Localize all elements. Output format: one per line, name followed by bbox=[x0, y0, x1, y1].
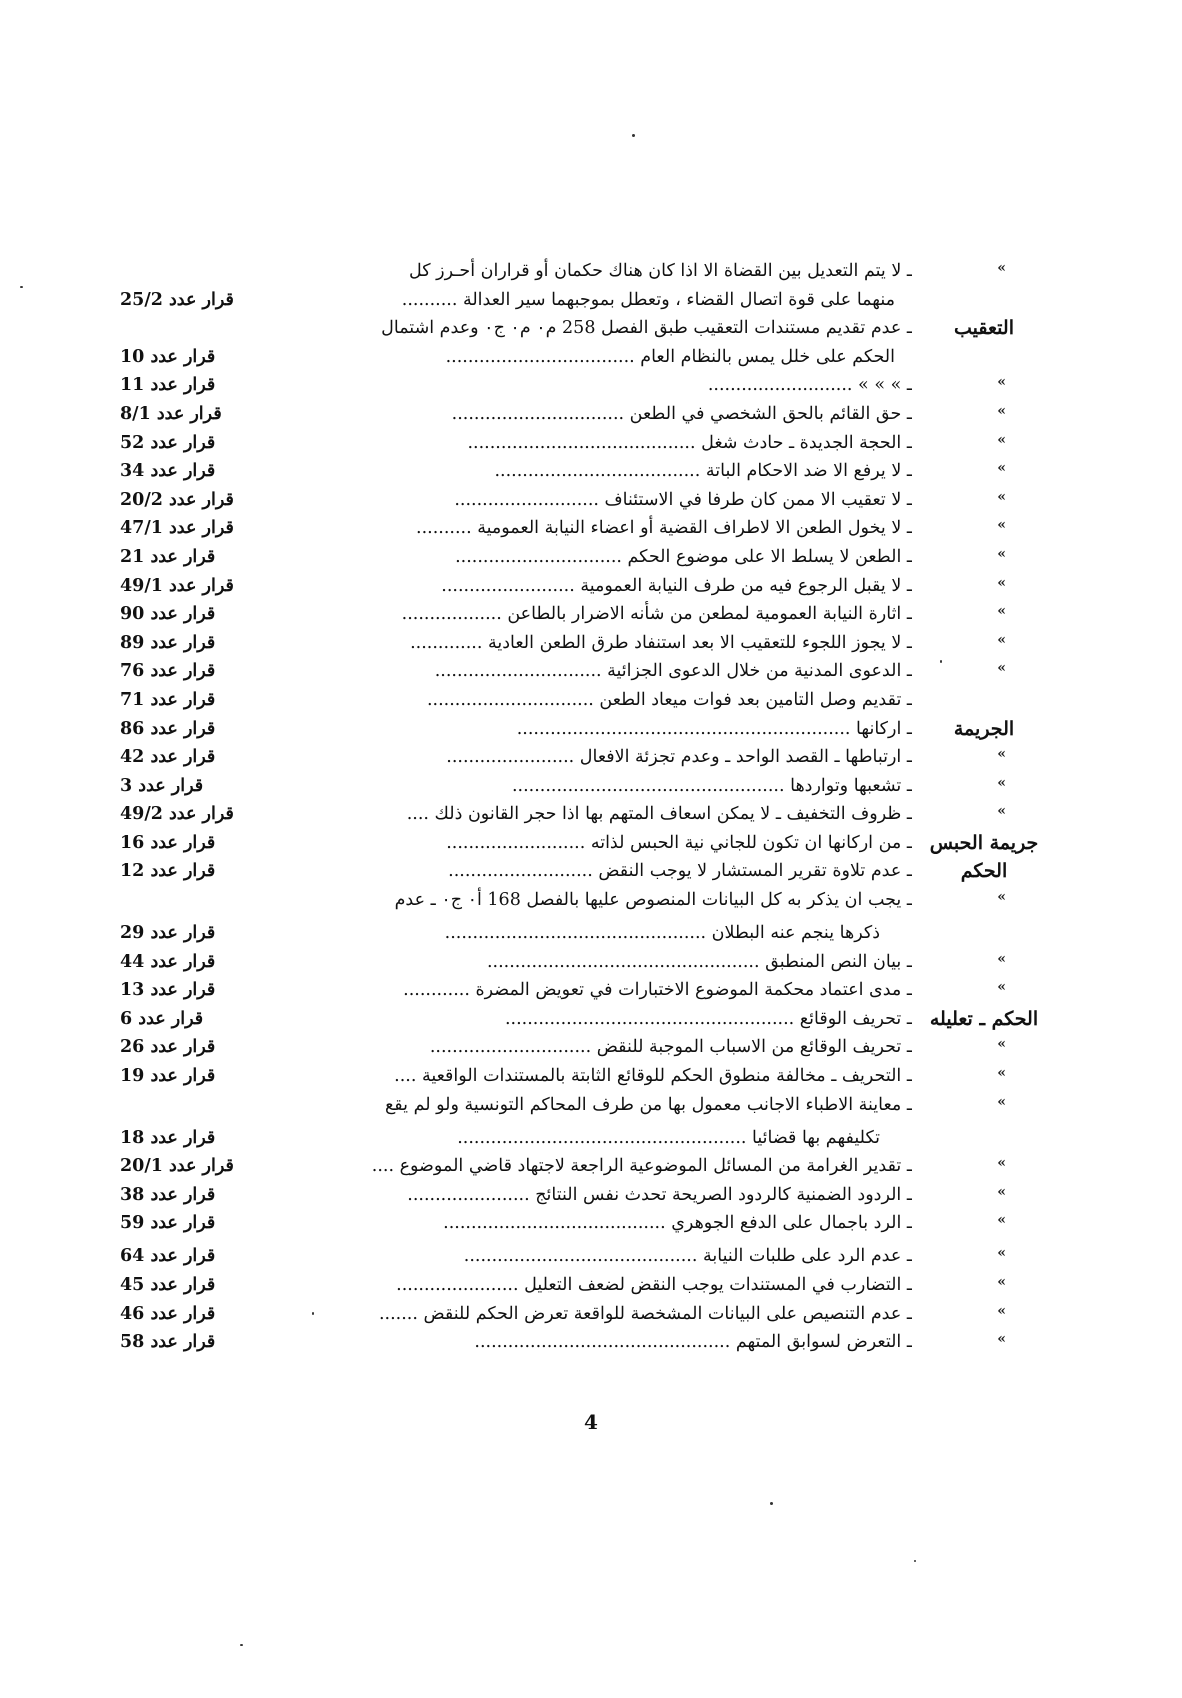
ditto-mark: » bbox=[997, 1212, 1006, 1229]
decision-reference: قرار عدد 34 bbox=[120, 461, 216, 482]
ditto-mark: » bbox=[997, 603, 1006, 620]
entry-heading: جريمة الحبس bbox=[929, 831, 1039, 854]
index-row bbox=[120, 544, 1040, 573]
index-row bbox=[120, 744, 1040, 773]
decision-reference: قرار عدد 52 bbox=[120, 432, 216, 453]
decision-reference: قرار عدد 38 bbox=[120, 1184, 216, 1205]
entry-text: ـ لا يقبل الرجوع فيه من طرف النيابة العمومية ........................ bbox=[441, 575, 912, 596]
entry-heading: الحكم ـ تعليله bbox=[929, 1007, 1039, 1030]
page-number: 4 bbox=[584, 1410, 598, 1434]
ditto-mark: » bbox=[997, 374, 1006, 391]
index-row bbox=[120, 1063, 1040, 1092]
ditto-mark: » bbox=[997, 545, 1006, 562]
index-row bbox=[120, 458, 1040, 487]
ditto-mark: » bbox=[997, 1274, 1006, 1290]
ditto-mark: » bbox=[997, 517, 1006, 534]
index-row bbox=[120, 573, 1040, 602]
entry-text: ـ تحريف الوقائع .................................................... bbox=[504, 1008, 912, 1029]
index-entries bbox=[120, 258, 1040, 1358]
entry-text: ـ عدم تلاوة تقرير المستشار لا يوجب النقض .......................... bbox=[448, 861, 912, 882]
decision-reference: قرار عدد 44 bbox=[120, 951, 216, 972]
decision-reference: قرار عدد 21 bbox=[120, 546, 216, 567]
ditto-mark: » bbox=[997, 950, 1006, 967]
decision-reference: قرار عدد 3 bbox=[120, 775, 204, 796]
scan-speck bbox=[20, 286, 23, 288]
entry-text: ـ الردود الضمنية كالردود الصريحة تحدث نفس النتائج ...................... bbox=[407, 1184, 912, 1205]
index-row bbox=[120, 630, 1040, 659]
entry-text: ـ تحريف الوقائع من الاسباب الموجبة للنقض ............................. bbox=[429, 1037, 912, 1058]
entry-text: ـ التحريف ـ مخالفة منطوق الحكم للوقائع الثابتة بالمستندات الواقعية .... bbox=[394, 1066, 912, 1087]
ditto-mark: » bbox=[997, 1065, 1006, 1082]
entry-text: ـ الحجة الجديدة ـ حادث شغل ......................................... bbox=[467, 432, 912, 453]
decision-reference: قرار عدد 76 bbox=[120, 661, 216, 682]
ditto-mark: » bbox=[997, 460, 1006, 477]
entry-text: ـ تقدير الغرامة من المسائل الموضوعية الراجعة لاجتهاد قاضي الموضوع .... bbox=[371, 1156, 912, 1177]
decision-reference: قرار عدد 49/2 bbox=[120, 804, 234, 825]
decision-reference: قرار عدد 26 bbox=[120, 1037, 216, 1058]
entry-text: ـ عدم التنصيص على البيانات المشخصة للواقعة تعرض الحكم للنقض ....... bbox=[378, 1303, 912, 1324]
entry-text: ـ حق القائم بالحق الشخصي في الطعن ............................... bbox=[451, 403, 912, 424]
entry-text: ـ لا يخول الطعن الا لاطراف القضية أو اعضاء النيابة العمومية .......... bbox=[416, 518, 912, 539]
decision-reference: قرار عدد 10 bbox=[120, 346, 216, 367]
ditto-mark: » bbox=[997, 431, 1006, 448]
entry-text: ـ ارتباطها ـ القصد الواحد ـ وعدم تجزئة الافعال ....................... bbox=[446, 747, 912, 768]
decision-reference: قرار عدد 71 bbox=[120, 689, 216, 710]
decision-reference: قرار عدد 89 bbox=[120, 632, 216, 653]
index-row bbox=[120, 1034, 1040, 1063]
scan-speck bbox=[632, 134, 635, 137]
entry-text: تكليفهم بها قضائيا .................................................... bbox=[457, 1127, 880, 1148]
decision-reference: قرار عدد 12 bbox=[120, 861, 216, 882]
entry-text: الحكم على خلل يمس بالنظام العام .................................. bbox=[445, 346, 895, 367]
ditto-mark: » bbox=[997, 574, 1006, 591]
decision-reference: قرار عدد 86 bbox=[120, 718, 216, 739]
index-row bbox=[120, 487, 1040, 516]
index-row bbox=[120, 1210, 1040, 1243]
ditto-mark: » bbox=[997, 746, 1006, 763]
decision-reference: قرار عدد 11 bbox=[120, 375, 216, 396]
decision-reference: قرار عدد 20/1 bbox=[120, 1156, 234, 1177]
entry-text: ذكرها ينجم عنه البطلان ............................................... bbox=[444, 923, 880, 944]
index-row bbox=[120, 1092, 1040, 1125]
index-row bbox=[120, 801, 1040, 830]
decision-reference: قرار عدد 42 bbox=[120, 747, 216, 768]
entry-text: ـ لا يتم التعديل بين القضاة الا اذا كان هناك حكمان أو قراران أحـرز كل bbox=[409, 261, 912, 281]
decision-reference: قرار عدد 16 bbox=[120, 832, 216, 853]
index-row bbox=[120, 315, 1040, 344]
entry-text: ـ التضارب في المستندات يوجب النقض لضعف التعليل ...................... bbox=[396, 1275, 912, 1295]
index-row bbox=[120, 1243, 1040, 1272]
ditto-mark: » bbox=[997, 1155, 1006, 1172]
index-row bbox=[120, 1006, 1040, 1035]
entry-heading: الجريمة bbox=[953, 717, 1015, 740]
entry-text: ـ الرد باجمال على الدفع الجوهري ........................................ bbox=[443, 1213, 912, 1234]
index-row bbox=[120, 1301, 1040, 1330]
decision-reference: قرار عدد 59 bbox=[120, 1213, 216, 1234]
index-row bbox=[120, 1182, 1040, 1211]
index-row bbox=[120, 1153, 1040, 1182]
decision-reference: قرار عدد 29 bbox=[120, 923, 216, 944]
decision-reference: قرار عدد 45 bbox=[120, 1275, 216, 1295]
ditto-mark: » bbox=[997, 402, 1006, 419]
ditto-mark: » bbox=[997, 979, 1006, 996]
ditto-mark: » bbox=[997, 889, 1006, 906]
decision-reference: قرار عدد 20/2 bbox=[120, 489, 234, 510]
entry-text: ـ معاينة الاطباء الاجانب معمول بها من طرف المحاكم التونسية ولو لم يقع bbox=[384, 1094, 912, 1115]
index-row bbox=[120, 515, 1040, 544]
entry-text: ـ اثارة النيابة العمومية لمطعن من شأنه الاضرار بالطاعن .................. bbox=[401, 604, 912, 625]
index-row bbox=[120, 1125, 1040, 1154]
decision-reference: قرار عدد 25/2 bbox=[120, 289, 234, 310]
index-row bbox=[120, 858, 1040, 887]
index-row bbox=[120, 287, 1040, 316]
decision-reference: قرار عدد 46 bbox=[120, 1303, 216, 1324]
index-row bbox=[120, 949, 1040, 978]
entry-text: ـ لا يرفع الا ضد الاحكام الباتة ..................................... bbox=[494, 461, 912, 482]
ditto-mark: » bbox=[997, 803, 1006, 820]
entry-text: ـ تقديم وصل التامين بعد فوات ميعاد الطعن .............................. bbox=[426, 689, 912, 710]
ditto-mark: » bbox=[997, 1302, 1006, 1319]
scan-speck bbox=[240, 1644, 243, 1646]
ditto-mark: » bbox=[997, 1183, 1006, 1200]
entry-heading: الحكم bbox=[960, 860, 1008, 883]
scan-speck bbox=[940, 660, 942, 663]
index-row bbox=[120, 401, 1040, 430]
entry-text: منهما على قوة اتصال القضاء ، وتعطل بموجبهما سير العدالة .......... bbox=[401, 289, 895, 310]
entry-text: ـ عدم تقديم مستندات التعقيب طبق الفصل 258 م٠ م٠ ج٠ وعدم اشتمال bbox=[381, 318, 912, 339]
entry-text: ـ مدى اعتماد محكمة الموضوع الاختبارات في تعويض المضرة ............ bbox=[403, 980, 912, 1001]
decision-reference: قرار عدد 19 bbox=[120, 1066, 216, 1087]
scan-speck bbox=[770, 1502, 773, 1505]
ditto-mark: » bbox=[997, 1245, 1006, 1262]
index-row bbox=[120, 258, 1040, 287]
index-row bbox=[120, 430, 1040, 459]
scan-speck bbox=[312, 1312, 314, 1315]
ditto-mark: » bbox=[997, 660, 1006, 677]
entry-text: ـ الدعوى المدنية من خلال الدعوى الجزائية .............................. bbox=[434, 661, 912, 682]
entry-text: ـ الطعن لا يسلط الا على موضوع الحكم .............................. bbox=[455, 546, 912, 567]
decision-reference: قرار عدد 13 bbox=[120, 980, 216, 1001]
index-row bbox=[120, 1272, 1040, 1301]
ditto-mark: » bbox=[997, 1036, 1006, 1053]
entry-text: ـ يجب ان يذكر به كل البيانات المنصوص عليها بالفصل 168 أ٠ ج٠ ـ عدم bbox=[394, 890, 912, 911]
index-row bbox=[120, 977, 1040, 1006]
decision-reference: قرار عدد 47/1 bbox=[120, 518, 234, 539]
entry-heading: التعقيب bbox=[954, 317, 1014, 340]
decision-reference: قرار عدد 58 bbox=[120, 1332, 216, 1353]
entry-text: ـ لا يجوز اللجوء للتعقيب الا بعد استنفاد طرق الطعن العادية ............. bbox=[410, 632, 912, 653]
index-row bbox=[120, 372, 1040, 401]
index-row bbox=[120, 1329, 1040, 1358]
index-row bbox=[120, 920, 1040, 949]
entry-text: ـ تشعبها وتواردها ................................................. bbox=[511, 775, 912, 796]
decision-reference: قرار عدد 64 bbox=[120, 1246, 216, 1267]
index-row bbox=[120, 344, 1040, 373]
ditto-mark: » bbox=[997, 488, 1006, 505]
index-row bbox=[120, 716, 1040, 745]
index-row bbox=[120, 658, 1040, 687]
scan-speck bbox=[914, 1560, 916, 1562]
index-row bbox=[120, 687, 1040, 716]
index-row bbox=[120, 887, 1040, 920]
entry-text: ـ من اركانها ان تكون للجاني نية الحبس لذاته ......................... bbox=[446, 832, 912, 853]
decision-reference: قرار عدد 90 bbox=[120, 604, 216, 625]
decision-reference: قرار عدد 49/1 bbox=[120, 575, 234, 596]
entry-text: ـ لا تعقيب الا ممن كان طرفا في الاستئناف .......................... bbox=[454, 489, 912, 510]
decision-reference: قرار عدد 6 bbox=[120, 1008, 204, 1029]
entry-text: ـ عدم الرد على طلبات النيابة .......................................... bbox=[463, 1246, 912, 1267]
entry-text: ـ » » » .......................... bbox=[707, 375, 912, 396]
ditto-mark: » bbox=[997, 1093, 1006, 1110]
ditto-mark: » bbox=[997, 774, 1006, 791]
entry-text: ـ بيان النص المنطبق ................................................. bbox=[486, 951, 912, 972]
decision-reference: قرار عدد 18 bbox=[120, 1127, 216, 1148]
decision-reference: قرار عدد 8/1 bbox=[120, 403, 222, 424]
index-row bbox=[120, 830, 1040, 859]
index-row bbox=[120, 601, 1040, 630]
index-row bbox=[120, 773, 1040, 802]
ditto-mark: » bbox=[997, 1331, 1006, 1348]
entry-text: ـ ظروف التخفيف ـ لا يمكن اسعاف المتهم بها اذا حجر القانون ذلك .... bbox=[406, 804, 912, 825]
entry-text: ـ التعرض لسوابق المتهم .............................................. bbox=[474, 1332, 912, 1353]
entry-text: ـ اركانها ............................................................ bbox=[516, 718, 912, 739]
ditto-mark: » bbox=[997, 260, 1006, 276]
ditto-mark: » bbox=[997, 631, 1006, 648]
